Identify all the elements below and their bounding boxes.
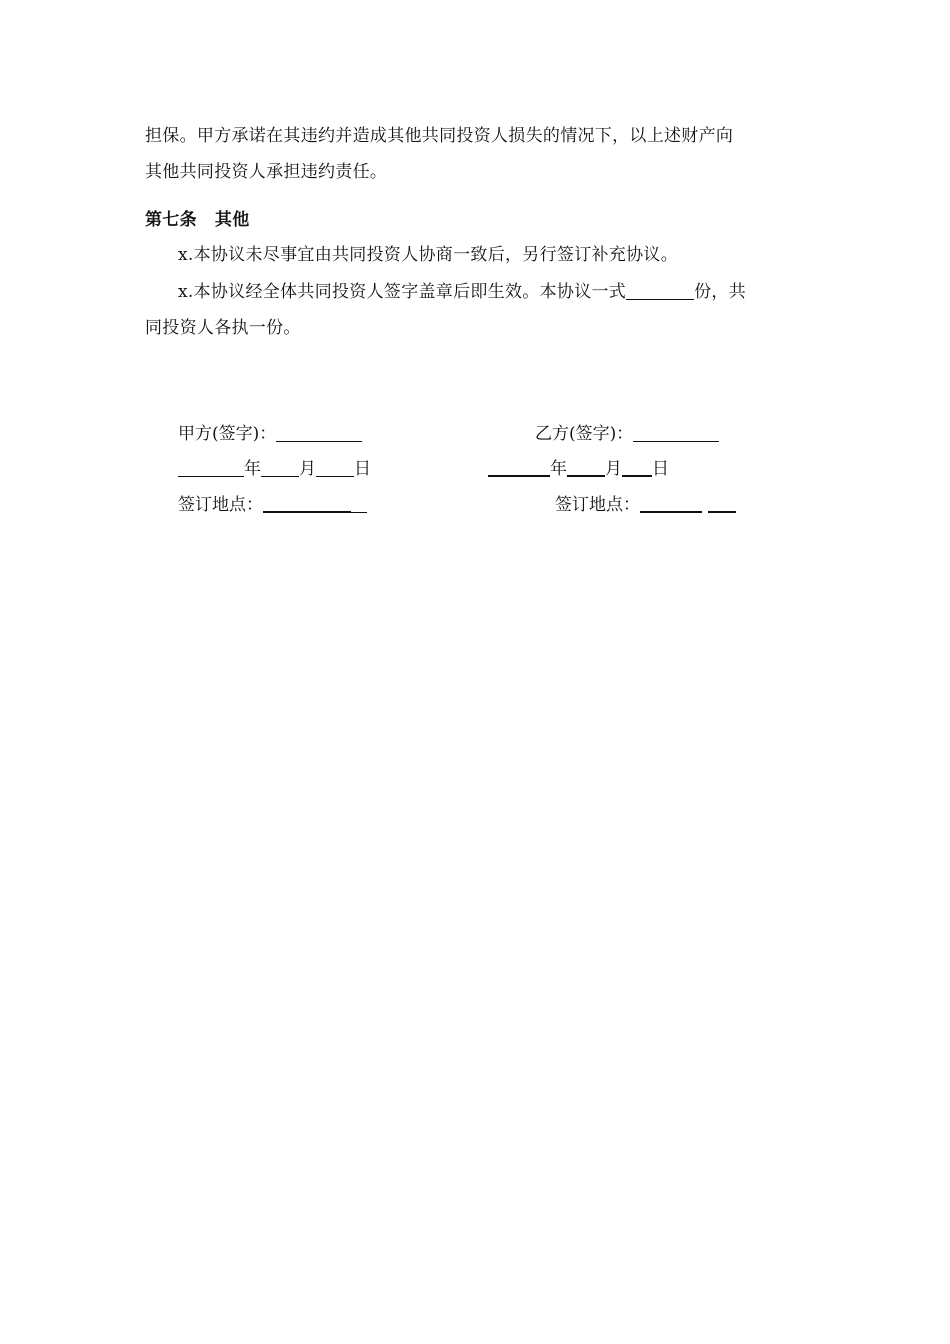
party-b-place-label: 签订地点： [555,495,640,515]
party-b-place-blank-tail [708,493,736,513]
party-b-place-line [555,493,736,517]
party-a-month-blank [261,458,299,477]
section-title: 其他 [214,210,250,230]
party-b-signature-blank [633,423,719,442]
clause-2-text-end: 份，共 [694,282,746,302]
clause-2-text: x.本协议经全体共同投资人签字盖章后即生效。本协议一式 [178,282,627,302]
section-number: 第七条 [145,210,197,230]
year-label: 年 [550,459,567,479]
party-a-place-label: 签订地点： [178,495,263,515]
party-a-date-line [178,457,371,481]
party-b-month-blank [567,457,605,477]
section-heading [145,208,250,232]
party-a-day-blank [316,458,354,477]
party-b-date-line [488,457,669,481]
month-label: 月 [299,459,316,479]
party-a-label: 甲方(签字)： [178,424,277,444]
party-a-place-blank-tail [351,494,367,513]
party-b-signature-line [535,422,719,446]
party-a-signature-blank [276,423,362,442]
party-a-place-blank [263,493,351,513]
clause-2-continued: 同投资人各执一份。 [145,318,301,338]
day-label: 日 [652,459,669,479]
paragraph-line: 其他共同投资人承担违约责任。 [145,162,388,182]
party-b-label: 乙方(签字)： [535,424,634,444]
day-label: 日 [354,459,371,479]
clause-1: x.本协议未尽事宜由共同投资人协商一致后，另行签订补充协议。 [178,245,678,265]
party-b-year-blank [488,457,550,477]
paragraph-line: 担保。甲方承诺在其违约并造成其他共同投资人损失的情况下，以上述财产向 [145,126,734,146]
year-label: 年 [244,459,261,479]
party-b-place-blank [640,493,702,513]
party-a-year-blank [178,458,244,477]
party-a-signature-line [178,422,362,446]
party-b-day-blank [622,457,652,477]
month-label: 月 [605,459,622,479]
clause-2 [178,280,746,304]
copies-blank [626,281,694,300]
party-a-place-line [178,493,367,517]
